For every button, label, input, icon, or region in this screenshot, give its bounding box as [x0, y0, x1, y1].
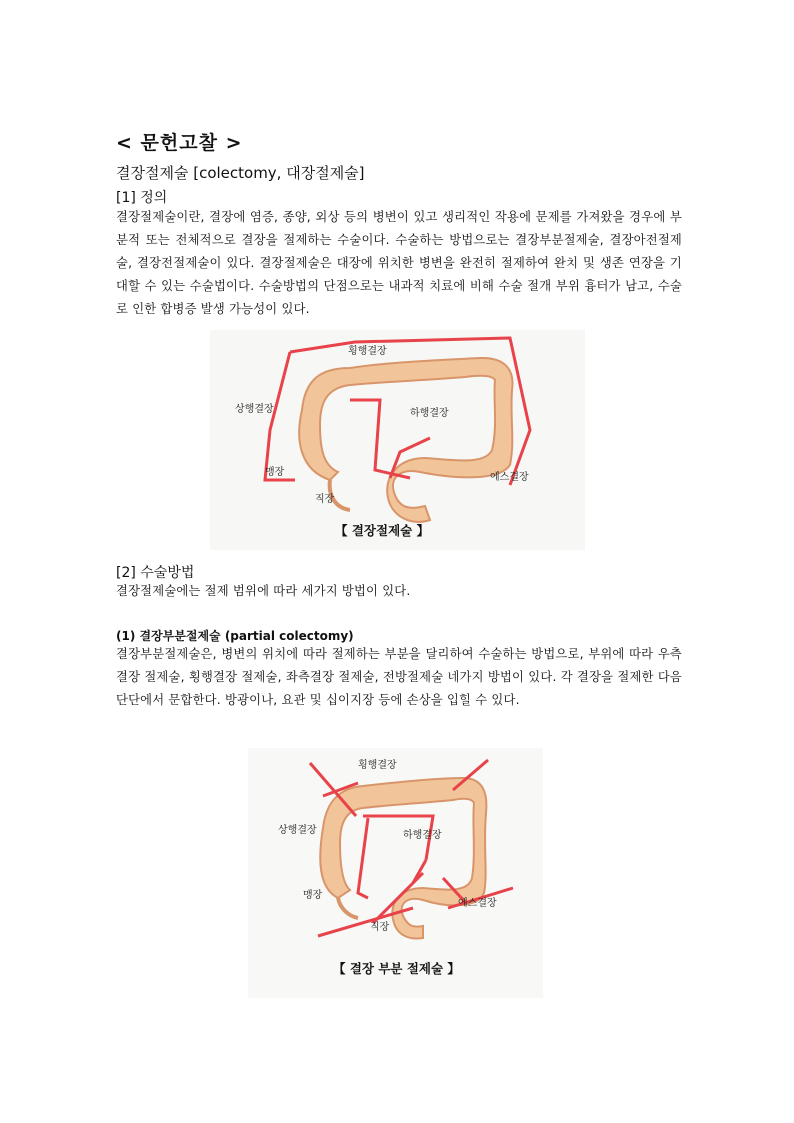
section2-intro: 결장절제술에는 절제 범위에 따라 세가지 방법이 있다.	[116, 584, 411, 598]
label-cecum: 맹장	[303, 890, 323, 901]
figure1-caption: 【 결장절제술 】	[335, 523, 430, 538]
section2-title: [2] 수술방법	[116, 565, 195, 581]
subsection1-title: (1) 결장부분절제술 (partial colectomy)	[116, 629, 354, 643]
section1-body: 결장절제술이란, 결장에 염증, 종양, 외상 등의 병변이 있고 생리적인 작용에 문제를 가져왔을 경우에 부분적 또는 전체적으로 결장을 절제하는 수술이다. 수술하는 방법으로는 결장부분절제술, 결장아전절제술, 결장전절제술이 있다. 결장절제술은 대장에 위치한 병변을 완전히 절제하여 완치 및 생존 연장을 기대할 수 있는 수술법이다. 수술방법의 단점으로는 내과적 치료에 비해 수술 절개 부위 흉터가 남고, 수술로 인한 합병증 발생 가능성이 있다.	[116, 210, 682, 316]
figure2-caption: 【 결장 부분 절제술 】	[333, 961, 460, 976]
partial-colon-diagram	[248, 748, 543, 998]
label-transverse: 횡행결장	[348, 346, 387, 357]
label-sigmoid: 에스결장	[458, 898, 497, 909]
label-cecum: 맹장	[265, 467, 285, 478]
label-ascending: 상행결장	[235, 404, 274, 415]
page-heading: < 문헌고찰 >	[116, 132, 243, 154]
figure-partial-colectomy	[248, 748, 543, 998]
subsection1-body: 결장부분절제술은, 병변의 위치에 따라 절제하는 부분을 달리하여 수술하는 방법으로, 부위에 따라 우측결장 절제술, 횡행결장 절제술, 좌측결장 절제술, 전방절제술 네가지 방법이 있다. 각 결장을 절제한 다음 단단에서 문합한다. 방광이나, 요관 및 십이지장 등에 손상을 입힐 수 있다.	[116, 647, 682, 707]
document-subtitle: 결장절제술 [colectomy, 대장절제술]	[116, 164, 365, 182]
figure-colectomy	[210, 330, 585, 550]
label-rectum: 직장	[315, 494, 335, 505]
label-sigmoid: 에스결장	[490, 472, 529, 483]
label-descending: 하행결장	[403, 830, 442, 841]
label-ascending: 상행결장	[278, 825, 317, 836]
label-descending: 하행결장	[410, 408, 449, 419]
label-transverse: 횡행결장	[358, 760, 397, 771]
colon-diagram	[210, 330, 585, 550]
section1-title: [1] 정의	[116, 190, 168, 206]
label-rectum: 직장	[370, 922, 390, 933]
